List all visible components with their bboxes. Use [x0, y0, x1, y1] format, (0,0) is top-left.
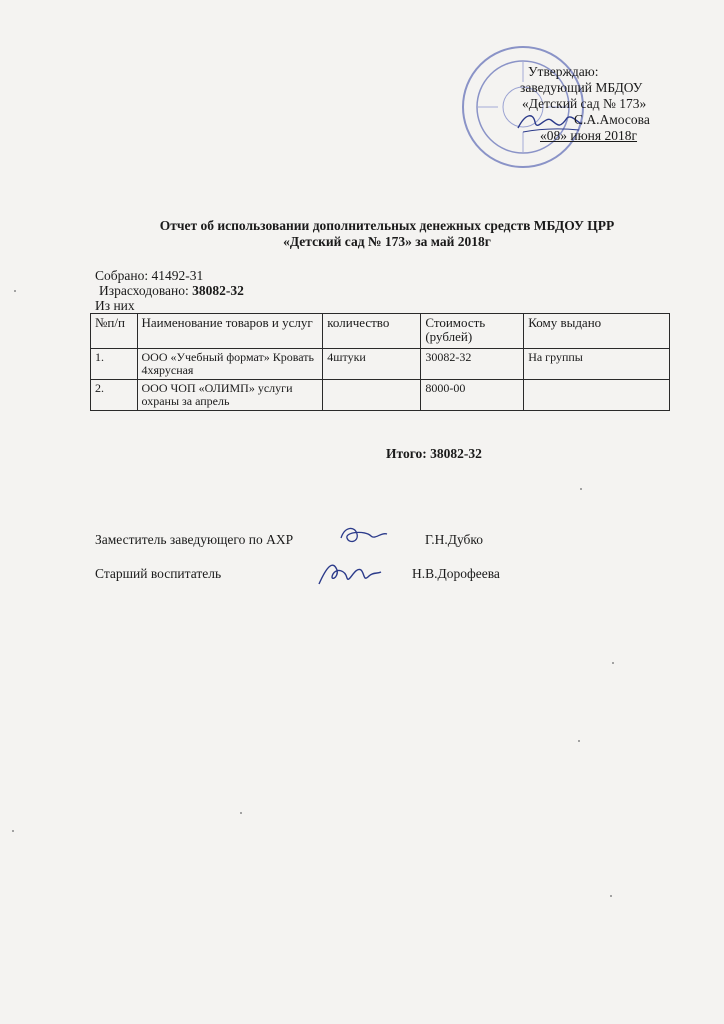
table-row — [91, 380, 670, 411]
senior-signature — [315, 556, 385, 592]
row-recipient: На группы — [524, 349, 670, 380]
spent-amount: 38082-32 — [192, 283, 244, 298]
report-title — [0, 218, 724, 250]
row-cost: 8000-00 — [421, 380, 524, 411]
scan-speck — [612, 662, 614, 664]
header-number: №п/п — [91, 314, 138, 349]
report-title-line1: Отчет об использовании дополнительных денежных средств МБДОУ ЦРР — [159, 218, 615, 233]
scan-speck — [12, 830, 14, 832]
spent-line — [99, 283, 244, 298]
scan-speck — [580, 488, 582, 490]
approval-date: «08» июня 2018г — [540, 128, 638, 143]
spent-label: Израсходовано: — [99, 283, 193, 298]
row-number: 1. — [91, 349, 138, 380]
scan-speck — [240, 812, 242, 814]
row-recipient — [524, 380, 670, 411]
deputy-title: Заместитель заведующего по АХР — [95, 532, 294, 547]
table-header-row — [91, 314, 670, 349]
approval-block — [510, 64, 690, 144]
of-them-label: Из них — [95, 298, 135, 313]
scan-speck — [610, 895, 612, 897]
row-number: 2. — [91, 380, 138, 411]
row-item-name: ООО ЧОП «ОЛИМП» услуги охраны за апрель — [137, 380, 323, 411]
header-recipient: Кому выдано — [524, 314, 670, 349]
deputy-signature — [335, 522, 390, 548]
approval-name: С.А.Амосова — [574, 112, 650, 127]
expenses-table — [90, 313, 670, 411]
total-amount: Итого: 38082-32 — [386, 446, 482, 461]
scan-speck — [578, 740, 580, 742]
funds-summary — [95, 268, 244, 313]
header-cost: Стоимость (рублей) — [421, 314, 524, 349]
approval-heading: Утверждаю: — [528, 64, 599, 79]
approval-position: заведующий МБДОУ — [520, 80, 643, 95]
scan-speck — [14, 290, 16, 292]
row-cost: 30082-32 — [421, 349, 524, 380]
senior-title: Старший воспитатель — [95, 566, 222, 581]
report-title-line2: «Детский сад № 173» за май 2018г — [283, 234, 491, 249]
senior-name: Н.В.Дорофеева — [412, 566, 500, 581]
table-row — [91, 349, 670, 380]
row-quantity: 4штуки — [323, 349, 421, 380]
deputy-name: Г.Н.Дубко — [425, 532, 484, 547]
header-item-name: Наименование товаров и услуг — [137, 314, 323, 349]
collected-amount: Собрано: 41492-31 — [95, 268, 204, 283]
approval-organization: «Детский сад № 173» — [522, 96, 647, 111]
row-item-name: ООО «Учебный формат» Кровать 4хярусная — [137, 349, 323, 380]
row-quantity — [323, 380, 421, 411]
header-quantity: количество — [323, 314, 421, 349]
